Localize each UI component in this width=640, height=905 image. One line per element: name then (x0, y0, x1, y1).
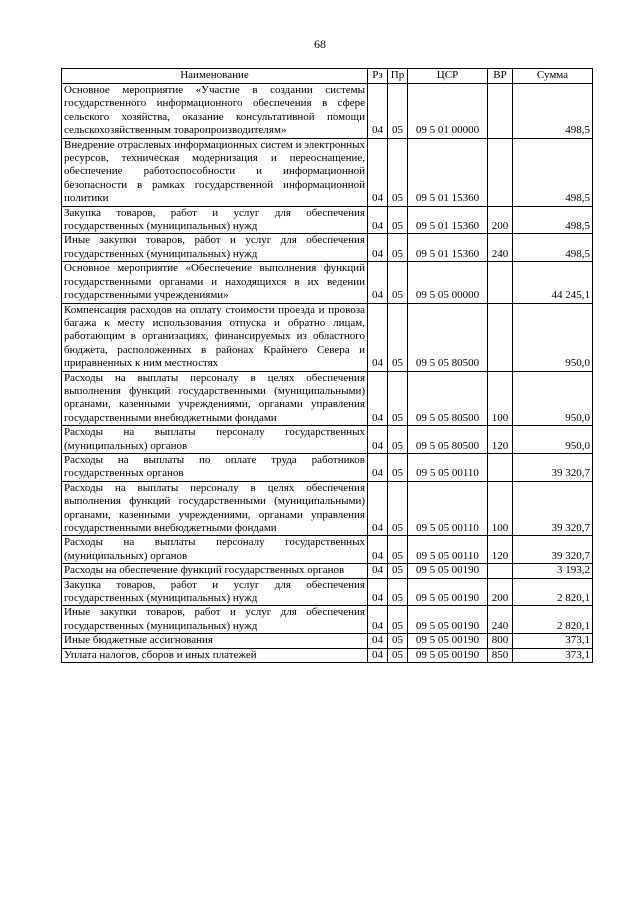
table-row (62, 634, 593, 648)
row-csr: 09 5 05 80500 (408, 426, 488, 454)
row-sum: 39 320,7 (513, 453, 593, 481)
header-pr: Пр (388, 69, 408, 84)
row-name: Закупка товаров, работ и услуг для обеспечения государственных (муниципальных) нужд (62, 206, 368, 234)
row-csr: 09 5 05 00110 (408, 536, 488, 564)
row-name: Расходы на выплаты по оплате труда работников государственных органов (62, 453, 368, 481)
row-name: Основное мероприятие «Участие в создании системы государственного информационного обеспечения в сфере сельского хозяйства, оказание консультативной помощи сельскохозяйственным товаропроизводителям» (62, 84, 368, 139)
row-vr (488, 138, 513, 206)
row-sum: 498,5 (513, 206, 593, 234)
row-pr: 05 (388, 371, 408, 426)
row-vr: 120 (488, 426, 513, 454)
table-header-row (62, 69, 593, 84)
header-rz: Рз (368, 69, 388, 84)
table-row (62, 138, 593, 206)
row-vr (488, 564, 513, 578)
table-row (62, 426, 593, 454)
row-vr: 120 (488, 536, 513, 564)
row-sum: 498,5 (513, 138, 593, 206)
row-vr (488, 262, 513, 303)
row-pr: 05 (388, 234, 408, 262)
row-csr: 09 5 05 00190 (408, 634, 488, 648)
table-row (62, 481, 593, 536)
table-row (62, 648, 593, 662)
row-name: Уплата налогов, сборов и иных платежей (62, 648, 368, 662)
row-name: Внедрение отраслевых информационных систем и электронных ресурсов, техническая модернизация и переоснащение, обеспечение работоспособности и информационной безопасности в рамках государственной информационной политики (62, 138, 368, 206)
row-csr: 09 5 05 00000 (408, 262, 488, 303)
row-rz: 04 (368, 303, 388, 371)
row-rz: 04 (368, 453, 388, 481)
table-row (62, 606, 593, 634)
row-rz: 04 (368, 262, 388, 303)
row-sum: 498,5 (513, 84, 593, 139)
row-csr: 09 5 05 00190 (408, 564, 488, 578)
table-row (62, 262, 593, 303)
row-csr: 09 5 01 15360 (408, 138, 488, 206)
row-name: Расходы на обеспечение функций государственных органов (62, 564, 368, 578)
budget-table (61, 68, 593, 663)
row-name: Расходы на выплаты персоналу государственных (муниципальных) органов (62, 426, 368, 454)
row-rz: 04 (368, 606, 388, 634)
row-vr: 240 (488, 234, 513, 262)
header-sum: Сумма (513, 69, 593, 84)
row-vr (488, 303, 513, 371)
row-rz: 04 (368, 84, 388, 139)
row-pr: 05 (388, 138, 408, 206)
row-sum: 498,5 (513, 234, 593, 262)
table-row (62, 303, 593, 371)
row-csr: 09 5 05 00110 (408, 481, 488, 536)
row-csr: 09 5 05 80500 (408, 371, 488, 426)
row-csr: 09 5 05 00110 (408, 453, 488, 481)
row-pr: 05 (388, 481, 408, 536)
row-rz: 04 (368, 206, 388, 234)
row-sum: 44 245,1 (513, 262, 593, 303)
row-sum: 950,0 (513, 303, 593, 371)
header-vr: ВР (488, 69, 513, 84)
table-body (62, 84, 593, 663)
row-vr: 240 (488, 606, 513, 634)
row-vr: 200 (488, 206, 513, 234)
row-pr: 05 (388, 578, 408, 606)
row-csr: 09 5 05 00190 (408, 606, 488, 634)
row-vr: 800 (488, 634, 513, 648)
row-vr (488, 453, 513, 481)
row-pr: 05 (388, 634, 408, 648)
row-rz: 04 (368, 481, 388, 536)
row-pr: 05 (388, 606, 408, 634)
row-rz: 04 (368, 648, 388, 662)
row-csr: 09 5 05 00190 (408, 648, 488, 662)
row-name: Иные закупки товаров, работ и услуг для обеспечения государственных (муниципальных) нужд (62, 234, 368, 262)
row-csr: 09 5 01 15360 (408, 234, 488, 262)
row-name: Расходы на выплаты персоналу государственных (муниципальных) органов (62, 536, 368, 564)
row-pr: 05 (388, 206, 408, 234)
row-sum: 2 820,1 (513, 606, 593, 634)
row-pr: 05 (388, 453, 408, 481)
row-rz: 04 (368, 234, 388, 262)
table-row (62, 371, 593, 426)
row-pr: 05 (388, 426, 408, 454)
row-sum: 2 820,1 (513, 578, 593, 606)
row-rz: 04 (368, 536, 388, 564)
table-row (62, 578, 593, 606)
header-csr: ЦСР (408, 69, 488, 84)
row-name: Основное мероприятие «Обеспечение выполнения функций государственными органами и находящихся в их ведении государственными учреждениями» (62, 262, 368, 303)
row-vr: 850 (488, 648, 513, 662)
row-vr: 100 (488, 371, 513, 426)
row-sum: 373,1 (513, 634, 593, 648)
row-sum: 3 193,2 (513, 564, 593, 578)
table-row (62, 564, 593, 578)
row-name: Расходы на выплаты персоналу в целях обеспечения выполнения функций государственными (муниципальными) органами, казенными учреждениями, органами управления государственными внебюджетными фондами (62, 481, 368, 536)
row-vr: 200 (488, 578, 513, 606)
row-sum: 373,1 (513, 648, 593, 662)
table-row (62, 536, 593, 564)
header-name: Наименование (62, 69, 368, 84)
table-row (62, 206, 593, 234)
row-rz: 04 (368, 371, 388, 426)
table-row (62, 84, 593, 139)
row-name: Расходы на выплаты персоналу в целях обеспечения выполнения функций государственными (муниципальными) органами, казенными учреждениями, органами управления государственными внебюджетными фондами (62, 371, 368, 426)
row-pr: 05 (388, 303, 408, 371)
row-sum: 39 320,7 (513, 481, 593, 536)
row-csr: 09 5 01 00000 (408, 84, 488, 139)
row-rz: 04 (368, 564, 388, 578)
table-row (62, 234, 593, 262)
row-rz: 04 (368, 634, 388, 648)
row-rz: 04 (368, 578, 388, 606)
row-csr: 09 5 05 80500 (408, 303, 488, 371)
row-sum: 950,0 (513, 426, 593, 454)
row-name: Закупка товаров, работ и услуг для обеспечения государственных (муниципальных) нужд (62, 578, 368, 606)
row-csr: 09 5 01 15360 (408, 206, 488, 234)
row-sum: 39 320,7 (513, 536, 593, 564)
table-row (62, 453, 593, 481)
row-name: Компенсация расходов на оплату стоимости проезда и провоза багажа к месту использования отпуска и обратно лицам, работающим в организациях, финансируемых из областного бюджета, расположенных в районах Крайнего Севера и приравненных к ним местностях (62, 303, 368, 371)
row-pr: 05 (388, 84, 408, 139)
row-pr: 05 (388, 564, 408, 578)
row-sum: 950,0 (513, 371, 593, 426)
row-vr: 100 (488, 481, 513, 536)
row-name: Иные бюджетные ассигнования (62, 634, 368, 648)
row-pr: 05 (388, 648, 408, 662)
row-pr: 05 (388, 536, 408, 564)
row-rz: 04 (368, 426, 388, 454)
row-name: Иные закупки товаров, работ и услуг для обеспечения государственных (муниципальных) нужд (62, 606, 368, 634)
row-pr: 05 (388, 262, 408, 303)
page-number: 68 (314, 37, 326, 51)
row-rz: 04 (368, 138, 388, 206)
row-csr: 09 5 05 00190 (408, 578, 488, 606)
row-vr (488, 84, 513, 139)
